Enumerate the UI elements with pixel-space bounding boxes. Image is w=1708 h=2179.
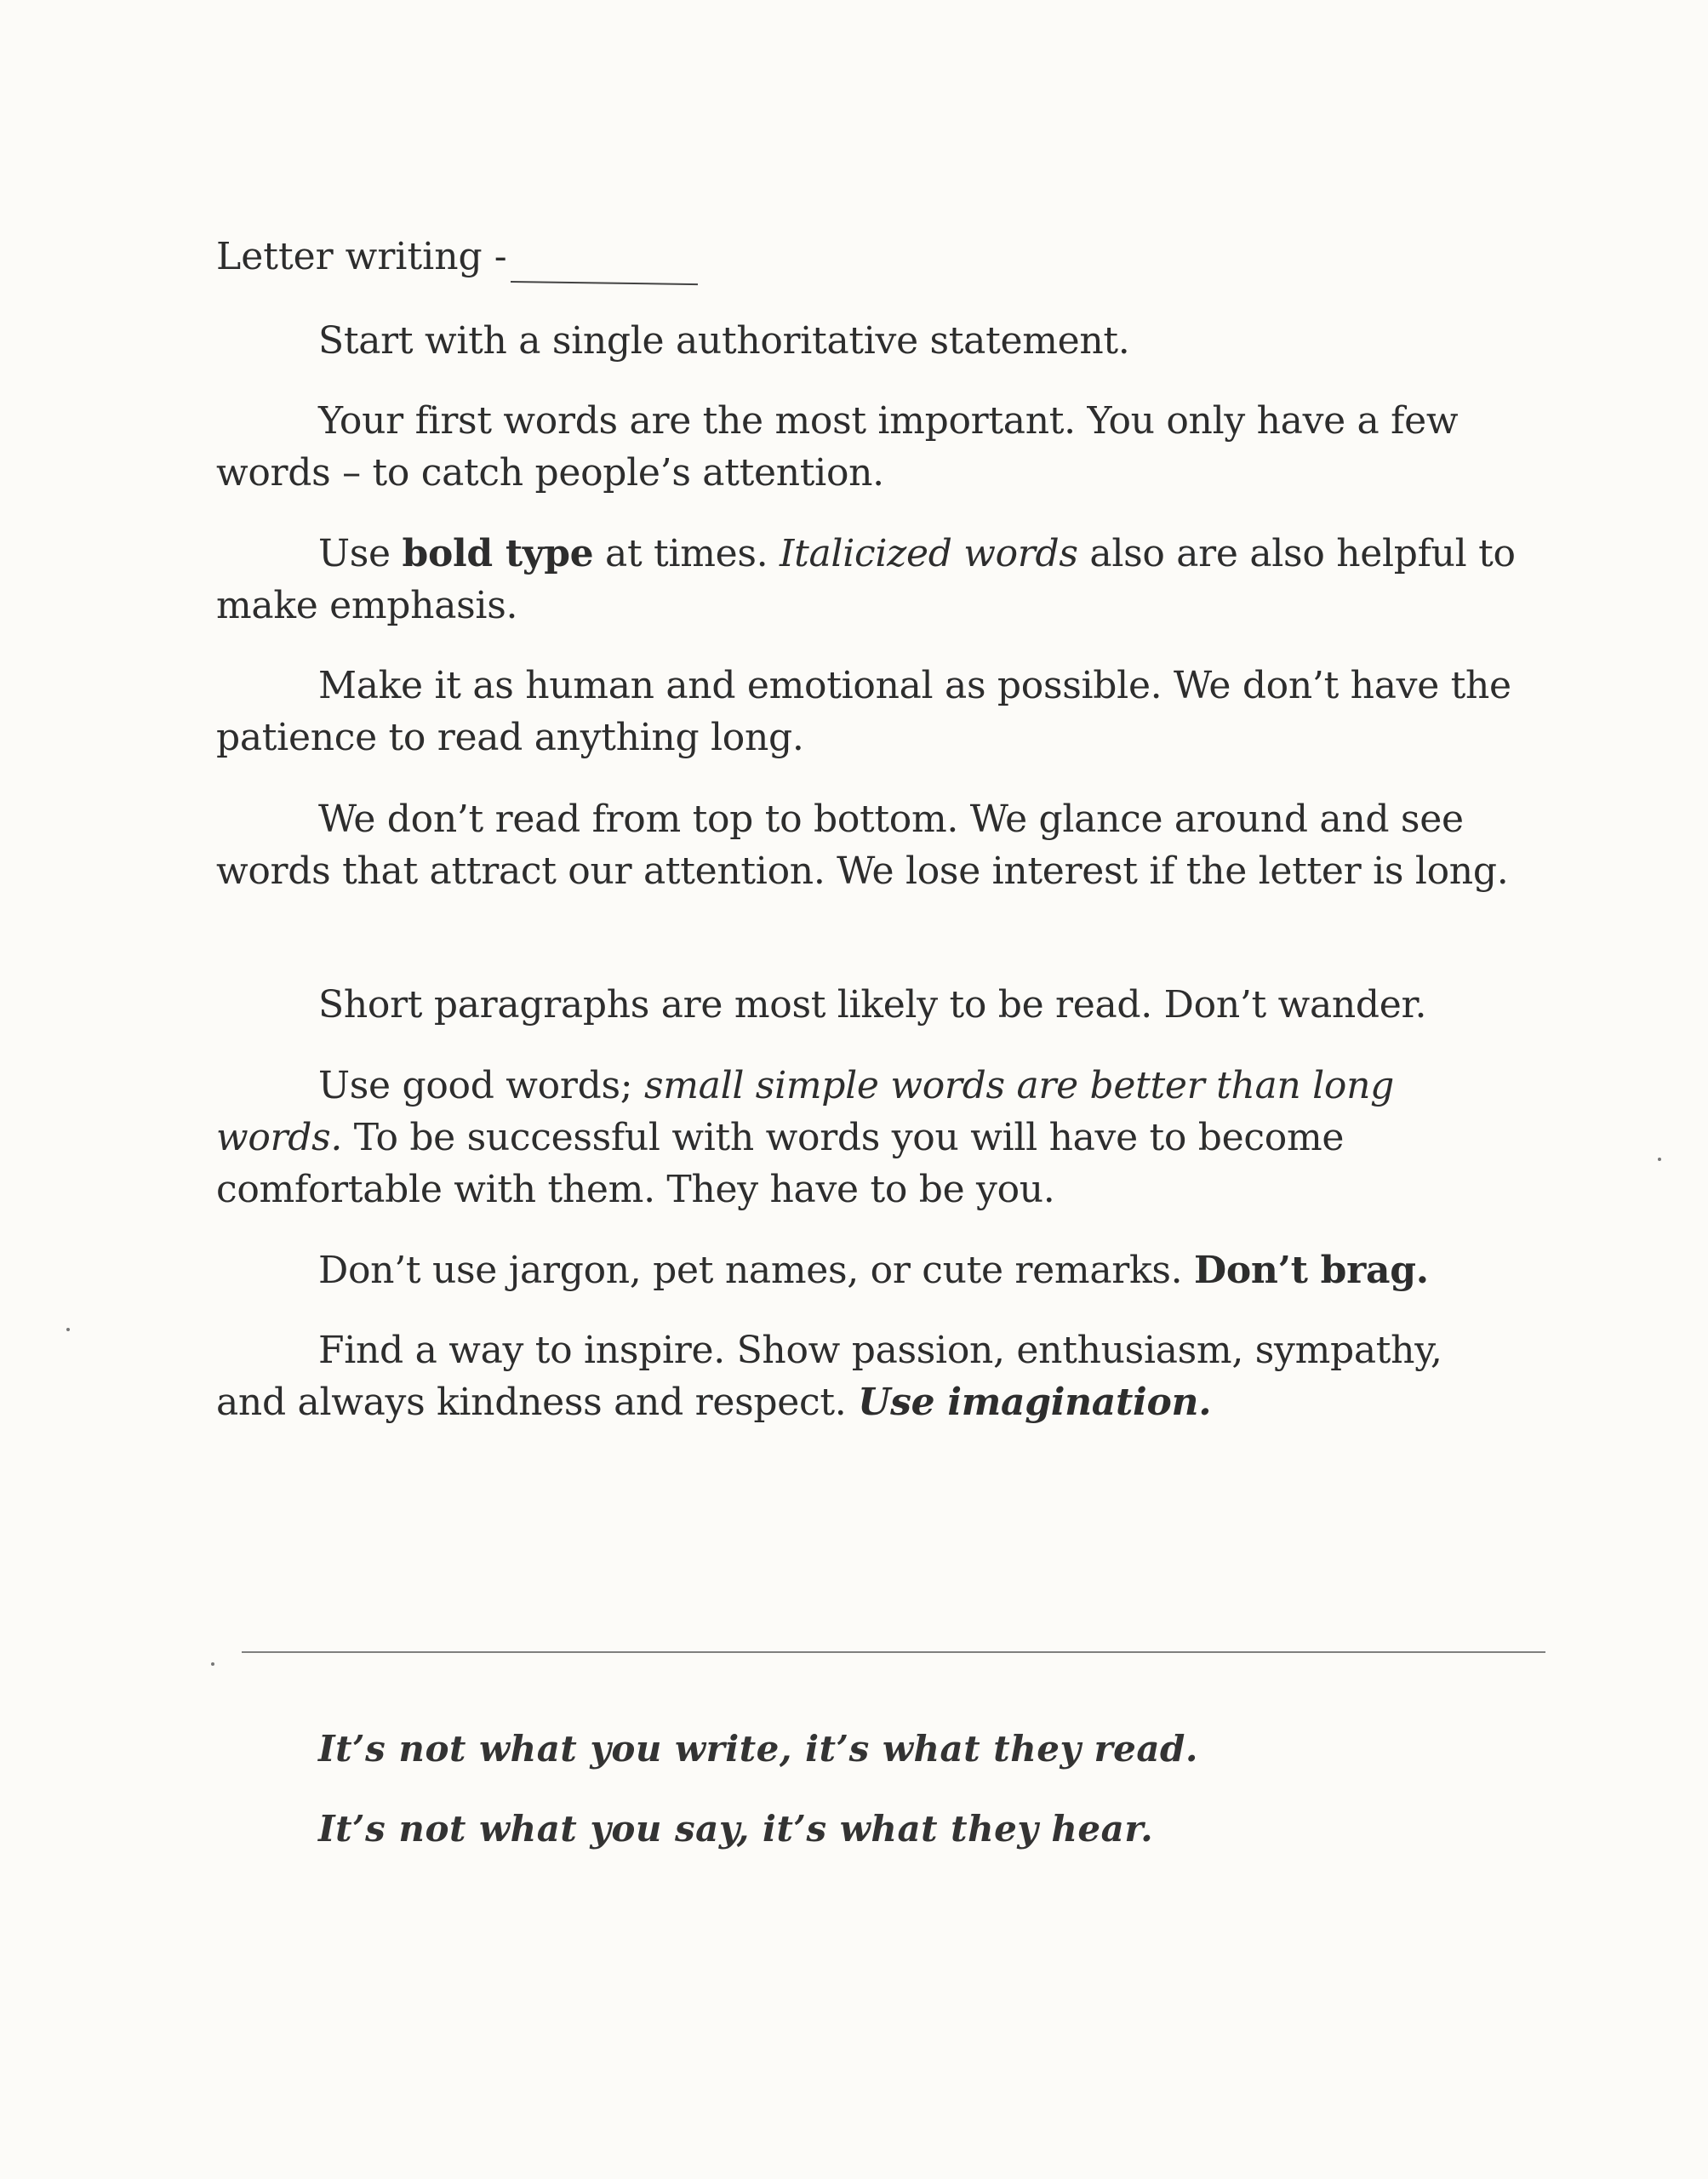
paragraph bbox=[216, 660, 1518, 764]
divider-line bbox=[242, 1651, 1545, 1653]
text-segment: at times. bbox=[593, 532, 780, 575]
paragraph bbox=[216, 528, 1518, 632]
paragraph bbox=[216, 315, 1518, 367]
text-segment: Make it as human and emotional as possible. We don’t have the patience to read anything long. bbox=[216, 664, 1511, 759]
text-segment: also are also helpful to make emphasis. bbox=[216, 532, 1516, 627]
text-segment: Use good words; bbox=[318, 1064, 644, 1107]
heading-underline bbox=[511, 281, 698, 285]
text-segment: Find a way to inspire. Show passion, enthusiasm, sympathy, and always kindness and respect. bbox=[216, 1329, 1442, 1424]
scan-speck bbox=[66, 1328, 70, 1331]
emphasis-segment: Use imagination. bbox=[858, 1381, 1212, 1424]
text-segment: Don’t use jargon, pet names, or cute remarks. bbox=[318, 1249, 1195, 1292]
paragraph bbox=[216, 1060, 1518, 1215]
emphasis-segment: Don’t brag. bbox=[1194, 1249, 1429, 1292]
heading: Letter writing - bbox=[216, 235, 507, 278]
text-segment: We don’t read from top to bottom. We glance around and see words that attract our attention. We lose interest if the letter is long. bbox=[216, 798, 1509, 893]
text-segment: To be successful with words you will have to become comfortable with them. They have to be you. bbox=[216, 1116, 1345, 1211]
emphasis-segment: bold type bbox=[402, 532, 594, 575]
quote-line: It’s not what you write, it’s what they read. bbox=[318, 1728, 1199, 1770]
text-segment: Use bbox=[318, 532, 403, 575]
emphasis-segment: small simple words are better than long words. bbox=[216, 1064, 1395, 1159]
emphasis-segment: Italicized words bbox=[780, 532, 1078, 575]
paragraph bbox=[216, 979, 1518, 1031]
scan-speck bbox=[211, 1662, 214, 1666]
paragraph bbox=[216, 395, 1518, 499]
text-segment: Short paragraphs are most likely to be read. Don’t wander. bbox=[318, 983, 1427, 1027]
quote-line: It’s not what you say, it’s what they hear. bbox=[318, 1808, 1154, 1850]
paragraph bbox=[216, 1324, 1518, 1428]
paragraph bbox=[216, 793, 1518, 897]
scan-speck bbox=[1658, 1158, 1661, 1161]
paragraph bbox=[216, 1244, 1518, 1296]
text-segment: Your first words are the most important. You only have a few words – to catch people’s attention. bbox=[216, 399, 1459, 495]
text-segment: Start with a single authoritative statement. bbox=[318, 319, 1130, 363]
